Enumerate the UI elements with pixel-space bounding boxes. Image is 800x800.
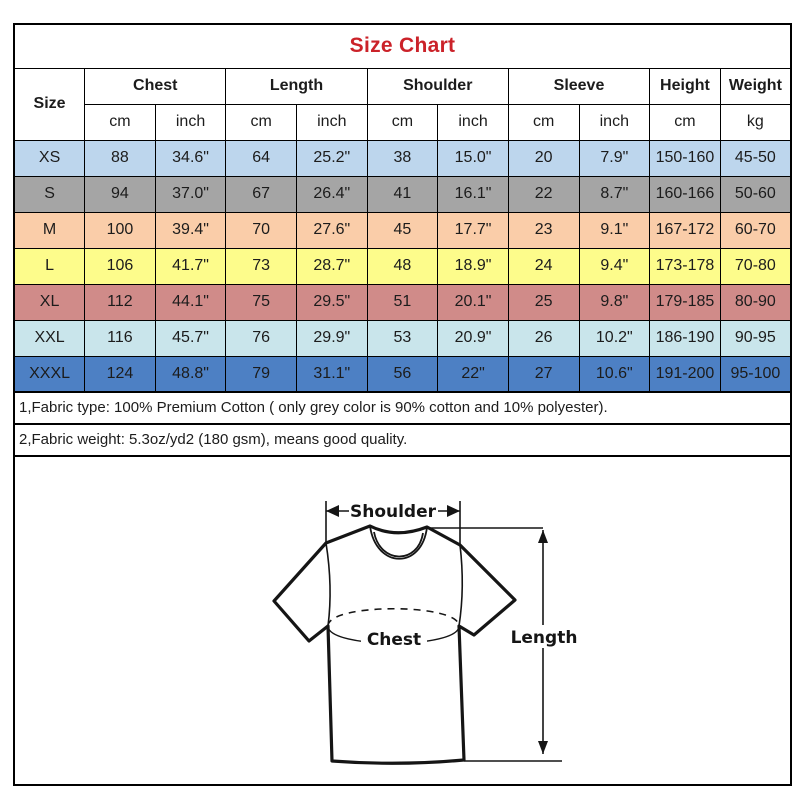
group-header-shoulder: Shoulder [367, 68, 508, 104]
size-rows-body [14, 140, 791, 392]
chart-title: Size Chart [14, 24, 791, 68]
size-cell: M [14, 212, 85, 248]
chest-ellipse-top-dashed [328, 609, 459, 626]
value-cell: 24 [508, 248, 579, 284]
value-cell: 27.6" [297, 212, 368, 248]
value-cell: 9.1" [579, 212, 650, 248]
value-cell: 112 [85, 284, 156, 320]
value-cell: 26.4" [297, 176, 368, 212]
armhole-seam-right [459, 545, 462, 626]
value-cell: 67 [226, 176, 297, 212]
value-cell: 22 [508, 176, 579, 212]
value-cell: 50-60 [720, 176, 791, 212]
shoulder-label: Shoulder [349, 502, 437, 522]
value-cell: 56 [367, 356, 438, 392]
value-cell: 38 [367, 140, 438, 176]
value-cell: 45-50 [720, 140, 791, 176]
unit-header: inch [438, 104, 509, 140]
value-cell: 10.6" [579, 356, 650, 392]
length-label: Length [510, 628, 578, 648]
group-header-sleeve: Sleeve [508, 68, 649, 104]
unit-header: inch [579, 104, 650, 140]
value-cell: 179-185 [650, 284, 721, 320]
table-row-s [14, 176, 791, 212]
value-cell: 76 [226, 320, 297, 356]
size-chart-table [13, 23, 792, 393]
value-cell: 29.9" [297, 320, 368, 356]
column-group-header-row [14, 68, 791, 104]
value-cell: 48.8" [155, 356, 226, 392]
value-cell: 79 [226, 356, 297, 392]
chest-label: Chest [366, 630, 422, 650]
value-cell: 48 [367, 248, 438, 284]
value-cell: 88 [85, 140, 156, 176]
value-cell: 34.6" [155, 140, 226, 176]
unit-header: cm [650, 104, 721, 140]
size-cell: XXL [14, 320, 85, 356]
value-cell: 80-90 [720, 284, 791, 320]
value-cell: 44.1" [155, 284, 226, 320]
unit-header: cm [508, 104, 579, 140]
value-cell: 17.7" [438, 212, 509, 248]
value-cell: 167-172 [650, 212, 721, 248]
value-cell: 41 [367, 176, 438, 212]
table-row-xxxl [14, 356, 791, 392]
tshirt-measurement-diagram [13, 457, 792, 786]
value-cell: 45 [367, 212, 438, 248]
value-cell: 106 [85, 248, 156, 284]
value-cell: 9.4" [579, 248, 650, 284]
value-cell: 53 [367, 320, 438, 356]
shoulder-arrow-right-icon [447, 505, 460, 517]
shoulder-arrow-left-icon [326, 505, 339, 517]
value-cell: 18.9" [438, 248, 509, 284]
value-cell: 73 [226, 248, 297, 284]
value-cell: 90-95 [720, 320, 791, 356]
table-row-xxl [14, 320, 791, 356]
size-chart-sheet [13, 23, 792, 786]
size-column-header: Size [14, 68, 85, 140]
table-row-m [14, 212, 791, 248]
value-cell: 20 [508, 140, 579, 176]
value-cell: 20.1" [438, 284, 509, 320]
size-cell: L [14, 248, 85, 284]
size-cell: S [14, 176, 85, 212]
value-cell: 45.7" [155, 320, 226, 356]
value-cell: 7.9" [579, 140, 650, 176]
value-cell: 60-70 [720, 212, 791, 248]
value-cell: 51 [367, 284, 438, 320]
value-cell: 26 [508, 320, 579, 356]
group-header-length: Length [226, 68, 367, 104]
value-cell: 31.1" [297, 356, 368, 392]
value-cell: 27 [508, 356, 579, 392]
note-fabric-weight: 2,Fabric weight: 5.3oz/yd2 (180 gsm), means good quality. [13, 425, 792, 457]
value-cell: 116 [85, 320, 156, 356]
unit-header: kg [720, 104, 791, 140]
value-cell: 41.7" [155, 248, 226, 284]
value-cell: 25.2" [297, 140, 368, 176]
value-cell: 70-80 [720, 248, 791, 284]
value-cell: 9.8" [579, 284, 650, 320]
unit-header: inch [297, 104, 368, 140]
size-cell: XS [14, 140, 85, 176]
value-cell: 70 [226, 212, 297, 248]
value-cell: 39.4" [155, 212, 226, 248]
note-fabric-type: 1,Fabric type: 100% Premium Cotton ( only grey color is 90% cotton and 10% polyester). [13, 393, 792, 425]
value-cell: 37.0" [155, 176, 226, 212]
unit-header: inch [155, 104, 226, 140]
value-cell: 28.7" [297, 248, 368, 284]
value-cell: 64 [226, 140, 297, 176]
value-cell: 124 [85, 356, 156, 392]
table-row-l [14, 248, 791, 284]
length-arrow-up-icon [538, 530, 548, 543]
unit-header: cm [226, 104, 297, 140]
size-cell: XL [14, 284, 85, 320]
value-cell: 100 [85, 212, 156, 248]
table-row-xl [14, 284, 791, 320]
value-cell: 22" [438, 356, 509, 392]
value-cell: 95-100 [720, 356, 791, 392]
value-cell: 160-166 [650, 176, 721, 212]
value-cell: 75 [226, 284, 297, 320]
value-cell: 10.2" [579, 320, 650, 356]
value-cell: 150-160 [650, 140, 721, 176]
table-row-xs [14, 140, 791, 176]
unit-header: cm [367, 104, 438, 140]
unit-header-row [14, 104, 791, 140]
tshirt-diagram-svg [15, 457, 790, 782]
value-cell: 191-200 [650, 356, 721, 392]
group-header-height: Height [650, 68, 721, 104]
group-header-weight: Weight [720, 68, 791, 104]
value-cell: 23 [508, 212, 579, 248]
value-cell: 94 [85, 176, 156, 212]
value-cell: 16.1" [438, 176, 509, 212]
armhole-seam-left [326, 543, 330, 626]
group-header-chest: Chest [85, 68, 226, 104]
value-cell: 20.9" [438, 320, 509, 356]
unit-header: cm [85, 104, 156, 140]
value-cell: 25 [508, 284, 579, 320]
size-cell: XXXL [14, 356, 85, 392]
value-cell: 29.5" [297, 284, 368, 320]
value-cell: 15.0" [438, 140, 509, 176]
title-row [14, 24, 791, 68]
length-arrow-down-icon [538, 741, 548, 754]
value-cell: 8.7" [579, 176, 650, 212]
value-cell: 173-178 [650, 248, 721, 284]
value-cell: 186-190 [650, 320, 721, 356]
